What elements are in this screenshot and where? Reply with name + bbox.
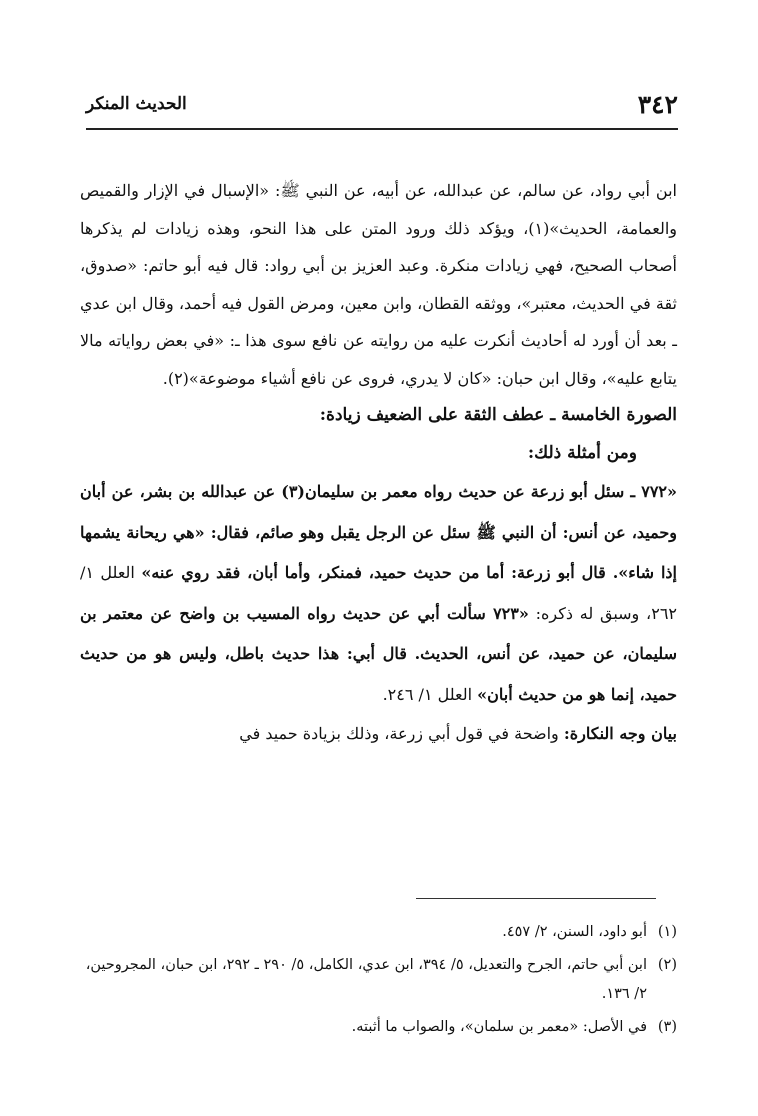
analysis-text: واضحة في قول أبي زرعة، وذلك بزيادة حميد في (239, 724, 564, 743)
examples-heading: ومن أمثلة ذلك: (527, 442, 637, 463)
footnote-divider (416, 898, 656, 899)
footnote-item (80, 1013, 677, 1042)
page-number: ٣٤٢ (637, 89, 678, 119)
quote-2: «٧٢٣ سألت أبي عن حديث رواه المسيب بن واضح عن معتمر بن سليمان، عن حميد، عن أنس، الحديث. قال أبي: هذا حديث باطل، وليس هو من حديث حميد، إنما هو من حديث أبان» (80, 603, 677, 704)
quote-1: «٧٧٢ ـ سئل أبو زرعة عن حديث رواه معمر بن سليمان(٣) عن عبدالله بن بشر، عن أبان وحميد، عن أنس: أن النبي ﷺ سئل عن الرجل يقبل وهو صائم، فقال: «هي ريحانة يشمها إذا شاء». قال أبو زرعة: أما من حديث حميد، فمنكر، وأما أبان، فقد روي عنه» (80, 482, 678, 582)
footnote-number: (٣) (657, 1019, 677, 1035)
paragraph-1: ابن أبي رواد، عن سالم، عن عبدالله، عن أبيه، عن النبي ﷺ: «الإسبال في الإزار والقميص والعمامة، الحديث»(١)، ويؤكد ذلك ورود المتن على هذا النحو، وهذه زيادات لم يذكرها أصحاب الصحيح، فهي زيادات منكرة. وعبد العزيز بن أبي رواد: قال فيه أبو حاتم: «صدوق، ثقة في الحديث، معتبر»، ووثقه القطان، وابن معين، ومرض القول فيه أحمد، وقال ابن عدي ـ بعد أن أورد له أحاديث أنكرت عليه من روايته عن نافع سوى هذا ـ: «في بعض رواياته مالا يتابع عليه»، وقال ابن حبان: «كان لا يدري، فروى عن نافع أشياء موضوعة»(٢). (80, 181, 678, 388)
main-text (80, 172, 677, 753)
footnote-text: في الأصل: «معمر بن سلمان»، والصواب ما أثبته. (351, 1019, 647, 1035)
section-heading: الصورة الخامسة ـ عطف الثقة على الضعيف زيادة: (319, 405, 677, 425)
footnote-number: (١) (657, 924, 677, 940)
analysis-label: بيان وجه النكارة: (563, 724, 677, 743)
quoted-narration (80, 472, 677, 715)
page-header (86, 84, 678, 124)
footnote-text: أبو داود، السنن، ٢/ ٤٥٧. (502, 924, 647, 940)
footnote-number: (٢) (657, 957, 677, 973)
running-title: الحديث المنكر (86, 94, 187, 114)
footnotes (80, 918, 677, 1046)
footnote-text: ابن أبي حاتم، الجرح والتعديل، ٥/ ٣٩٤، ابن عدي، الكامل، ٥/ ٢٩٠ ـ ٢٩٢، ابن حبان، المجروحين، ٢/ ١٣٦. (85, 957, 647, 1002)
quote-2-reference: العلل ١/ ٢٤٦. (382, 684, 478, 704)
footnote-item (80, 951, 677, 1009)
analysis-paragraph (80, 715, 677, 753)
quote-1-reference: العلل ١/ ٢٦٢، وسبق له ذكره: (80, 563, 678, 623)
footnote-item (80, 918, 677, 947)
header-divider (86, 128, 678, 130)
